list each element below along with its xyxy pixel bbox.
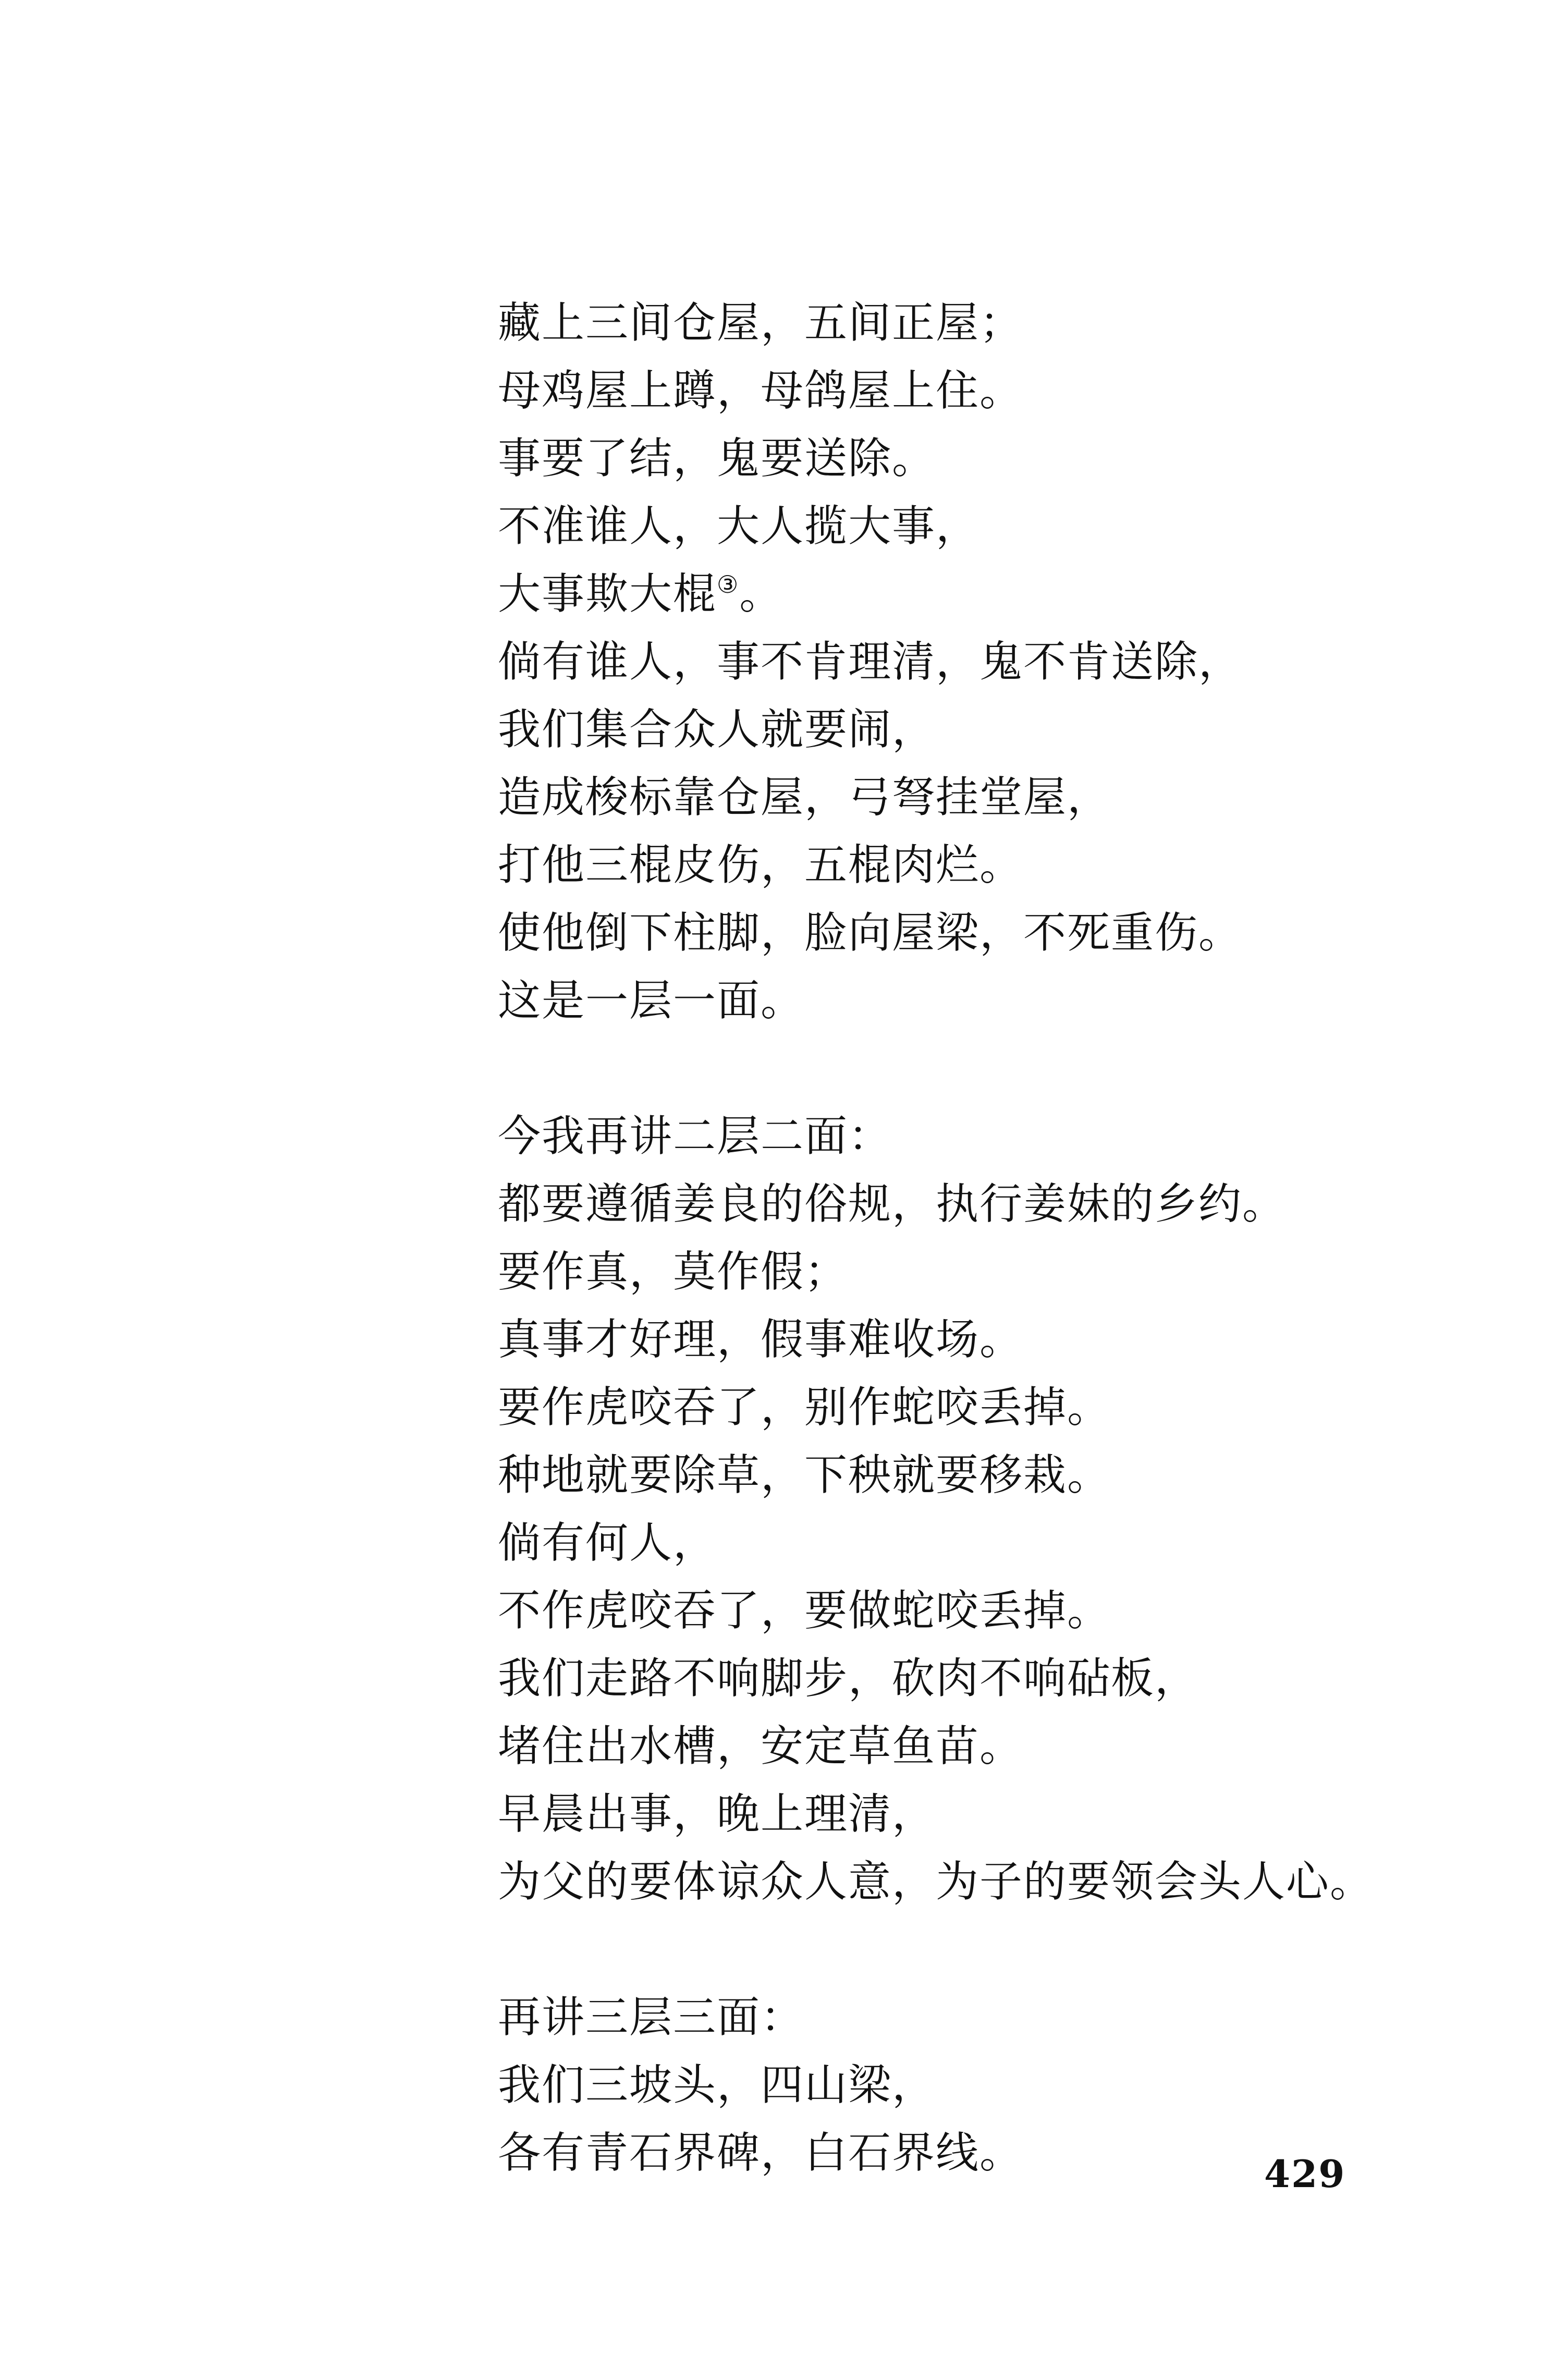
poem-line-punctuation: 。 xyxy=(739,569,783,619)
poem-line: 倘有何人， xyxy=(498,1518,717,1568)
poem-body xyxy=(498,289,1488,2187)
poem-line: 真事才好理，假事难收场。 xyxy=(498,1315,1024,1364)
poem-line-with-footnote xyxy=(498,560,1488,628)
footnote-marker: ③ xyxy=(717,570,740,599)
poem-line: 不准谁人，大人揽大事， xyxy=(498,502,980,551)
poem-line: 今我再讲二层二面： xyxy=(498,1112,892,1161)
poem-line: 藏上三间仓屋，五间正屋； xyxy=(498,298,1024,348)
poem-line: 各有青石界碑，白石界线。 xyxy=(498,2128,1024,2178)
poem-line: 我们走路不响脚步，砍肉不响砧板， xyxy=(498,1654,1199,1703)
poem-line: 造成梭标靠仓屋，弓弩挂堂屋， xyxy=(498,773,1111,822)
poem-line: 都要遵循姜良的俗规，执行姜妹的乡约。 xyxy=(498,1179,1287,1229)
poem-line: 种地就要除草，下秧就要移栽。 xyxy=(498,1450,1111,1500)
poem-line: 早晨出事，晚上理清， xyxy=(498,1789,936,1839)
page-number: 429 xyxy=(1264,2152,1346,2196)
poem-line: 使他倒下柱脚，脸向屋梁，不死重伤。 xyxy=(498,908,1243,958)
poem-line: 要作真，莫作假； xyxy=(498,1247,849,1297)
poem-line: 事要了结，鬼要送除。 xyxy=(498,434,936,483)
poem-line-text: 大事欺大棍 xyxy=(498,569,717,619)
poem-line: 母鸡屋上蹲，母鸽屋上住。 xyxy=(498,366,1024,416)
stanza-1 xyxy=(498,289,1488,1035)
poem-line: 堵住出水槽，安定草鱼苗。 xyxy=(498,1722,1024,1771)
poem-line: 要作虎咬吞了，别作蛇咬丢掉。 xyxy=(498,1383,1111,1432)
poem-line: 不作虎咬吞了，要做蛇咬丢掉。 xyxy=(498,1586,1111,1636)
poem-line: 打他三棍皮伤，五棍肉烂。 xyxy=(498,840,1024,890)
poem-line: 我们集合众人就要闹， xyxy=(498,705,936,754)
stanza-2 xyxy=(498,1103,1488,1916)
poem-line: 我们三坡头，四山梁， xyxy=(498,2060,936,2110)
poem-line: 再讲三层三面： xyxy=(498,1993,805,2042)
poem-line: 倘有谁人，事不肯理清，鬼不肯送除， xyxy=(498,637,1243,687)
poem-line: 为父的要体谅众人意，为子的要领会头人心。 xyxy=(498,1857,1374,1907)
poem-line: 这是一层一面。 xyxy=(498,976,805,1026)
